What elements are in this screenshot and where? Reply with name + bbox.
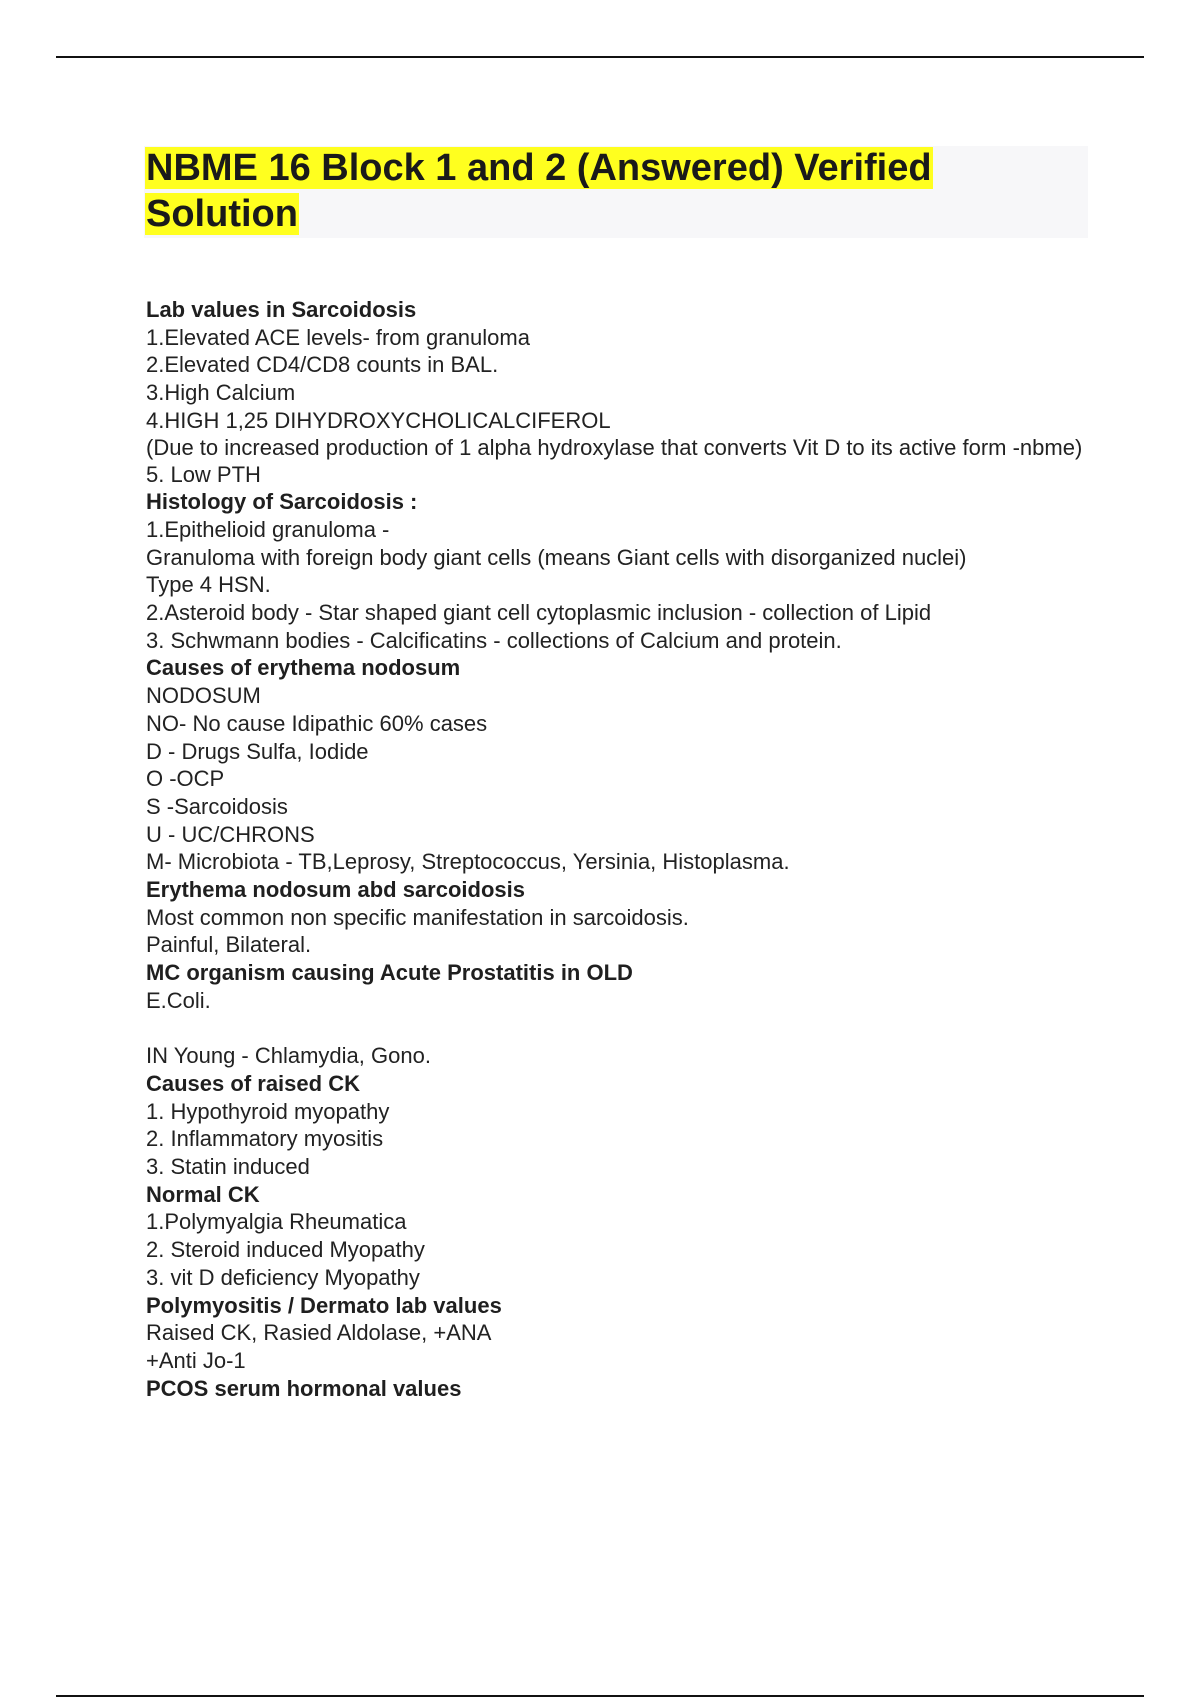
text-line: Painful, Bilateral.	[146, 932, 312, 958]
text-line: 1.Elevated ACE levels- from granuloma	[146, 324, 530, 350]
text-line: U - UC/CHRONS	[146, 821, 315, 847]
section-erythema-nodosum-sarcoidosis	[146, 876, 1096, 959]
text-line: 3. vit D deficiency Myopathy	[146, 1264, 420, 1290]
text-line: 1.Epithelioid granuloma -	[146, 516, 390, 542]
section-causes-erythema-nodosum	[146, 654, 1096, 876]
text-line: M- Microbiota - TB,Leprosy, Streptococcus, Yersinia, Histoplasma.	[146, 849, 790, 875]
text-line: E.Coli.	[146, 987, 211, 1013]
text-line: (Due to increased production of 1 alpha hydroxylase that converts Vit D to its active form -nbme)	[146, 434, 1083, 460]
text-line: Granuloma with foreign body giant cells (means Giant cells with disorganized nuclei)	[146, 544, 967, 570]
text-line: Raised CK, Rasied Aldolase, +ANA	[146, 1320, 492, 1346]
text-line: 2.Asteroid body - Star shaped giant cell cytoplasmic inclusion - collection of Lipid	[146, 600, 932, 626]
bottom-rule	[56, 1695, 1144, 1697]
text-line: +Anti Jo-1	[146, 1348, 246, 1373]
text-line: NODOSUM	[146, 683, 261, 709]
text-line: 3. Statin induced	[146, 1154, 310, 1180]
text-line: 2. Inflammatory myositis	[146, 1126, 384, 1152]
section-acute-prostatitis	[146, 959, 1096, 1070]
text-line: 5. Low PTH	[146, 461, 261, 487]
text-line: 1.Polymyalgia Rheumatica	[146, 1209, 407, 1235]
text-line: 4.HIGH 1,25 DIHYDROXYCHOLICALCIFEROL	[146, 407, 611, 433]
text-line: 2. Steroid induced Myopathy	[146, 1237, 425, 1263]
section-heading: Lab values in Sarcoidosis	[146, 297, 417, 322]
section-heading: Erythema nodosum abd sarcoidosis	[146, 877, 525, 903]
section-heading: Causes of raised CK	[146, 1070, 360, 1096]
section-raised-ck	[146, 1070, 1096, 1181]
title-line-1: NBME 16 Block 1 and 2 (Answered) Verified	[146, 147, 932, 189]
text-line: Type 4 HSN.	[146, 572, 271, 598]
section-heading: MC organism causing Acute Prostatitis in OLD	[146, 960, 633, 986]
text-line: IN Young - Chlamydia, Gono.	[146, 1043, 431, 1069]
title-line-2: Solution	[146, 193, 298, 235]
section-normal-ck	[146, 1181, 1096, 1292]
section-polymyositis-lab-values	[146, 1292, 1096, 1375]
text-line: S -Sarcoidosis	[146, 793, 288, 819]
section-histology-sarcoidosis	[146, 488, 1096, 654]
section-heading: Histology of Sarcoidosis :	[146, 489, 418, 515]
text-line: 1. Hypothyroid myopathy	[146, 1098, 390, 1124]
section-heading: PCOS serum hormonal values	[146, 1375, 462, 1401]
text-line: 3.High Calcium	[146, 380, 296, 406]
section-heading: Normal CK	[146, 1181, 260, 1207]
text-line: O -OCP	[146, 766, 225, 792]
text-line: D - Drugs Sulfa, Iodide	[146, 738, 369, 764]
text-line: NO- No cause Idipathic 60% cases	[146, 710, 488, 736]
top-rule	[56, 56, 1144, 58]
text-line: 2.Elevated CD4/CD8 counts in BAL.	[146, 352, 499, 378]
section-heading: Causes of erythema nodosum	[146, 655, 461, 681]
section-heading: Polymyositis / Dermato lab values	[146, 1292, 502, 1318]
document-body	[146, 296, 1096, 1402]
section-pcos-hormonal-values	[146, 1375, 1096, 1403]
section-lab-values-sarcoidosis	[146, 296, 1096, 488]
document-title	[145, 145, 1045, 237]
text-line: 3. Schwmann bodies - Calcificatins - collections of Calcium and protein.	[146, 627, 842, 653]
text-line: Most common non specific manifestation in sarcoidosis.	[146, 904, 689, 930]
blank-line	[146, 1015, 1096, 1043]
